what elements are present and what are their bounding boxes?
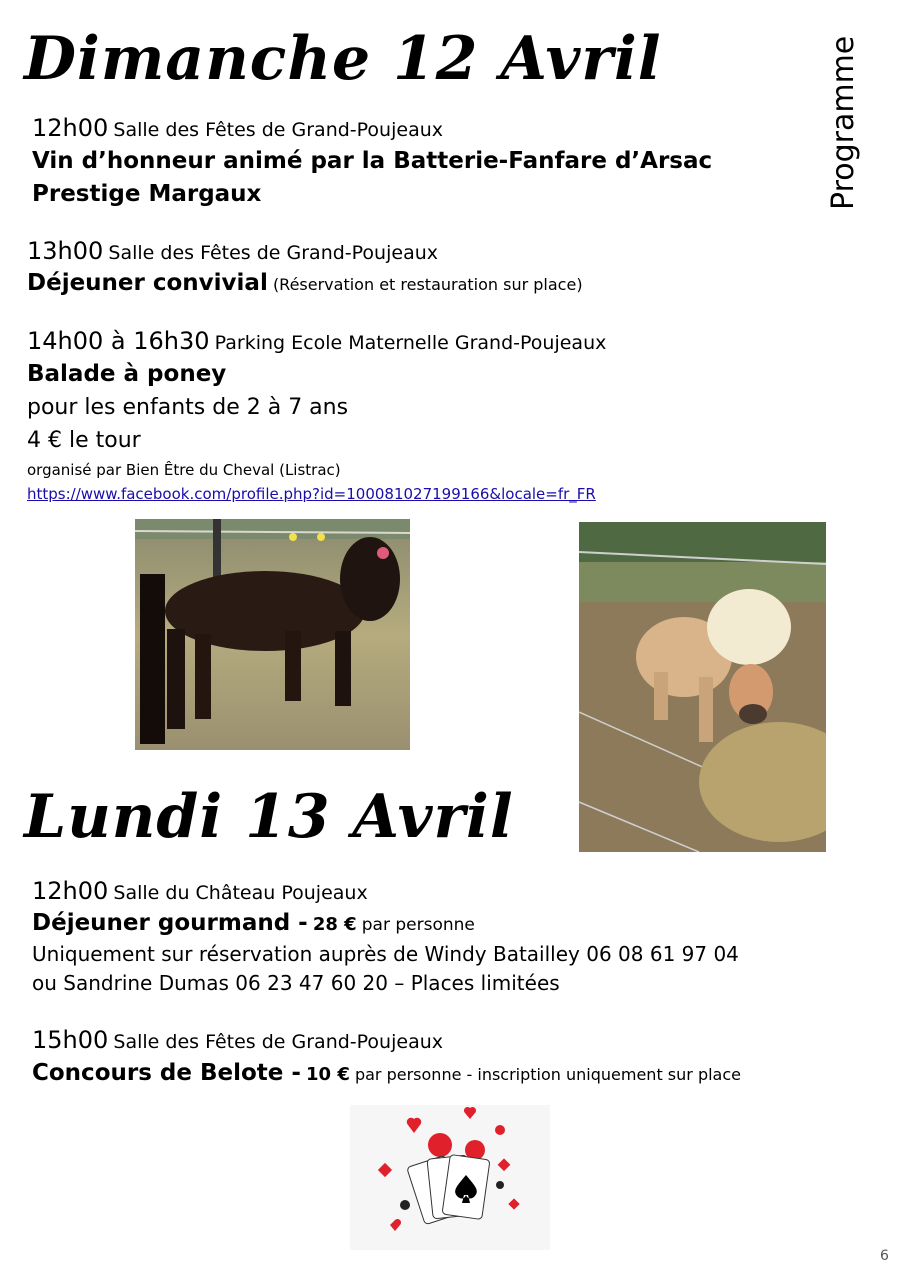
- event-time: 14h00 à 16h30: [27, 327, 210, 355]
- section-label: Programme: [826, 35, 861, 210]
- event-price-suffix: par personne: [361, 915, 475, 935]
- event-place: Salle des Fêtes de Grand-Poujeaux: [113, 1031, 443, 1053]
- event-organizer: organisé par Bien Être du Cheval (Listrac): [27, 461, 341, 479]
- day-heading-sunday: Dimanche 12 Avril: [24, 24, 662, 94]
- event-title-row: [32, 910, 475, 936]
- dark-pony-illustration: [135, 519, 410, 750]
- event-title-row: [32, 1060, 741, 1086]
- event-detail-cont: ou Sandrine Dumas 06 23 47 60 20 – Places limitées: [32, 971, 560, 995]
- event-price: 28 €: [312, 914, 357, 935]
- event-time: 13h00: [27, 237, 104, 265]
- event-title-cont: Prestige Margaux: [32, 181, 262, 207]
- event-price-suffix: par personne - inscription uniquement sur place: [354, 1065, 741, 1084]
- event-title: Vin d’honneur animé par la Batterie-Fanfare d’Arsac: [32, 148, 713, 174]
- event-price: 10 €: [306, 1064, 350, 1085]
- day-heading-monday: Lundi 13 Avril: [24, 782, 514, 852]
- event-title: Déjeuner convivial: [27, 270, 268, 296]
- event-title: Balade à poney: [27, 361, 227, 387]
- event-note: (Réservation et restauration sur place): [272, 275, 583, 294]
- event-title: Déjeuner gourmand -: [32, 910, 308, 936]
- event-time-place: [32, 1026, 443, 1054]
- event-time-place: [27, 327, 606, 355]
- event-time: 12h00: [32, 877, 109, 905]
- event-detail: pour les enfants de 2 à 7 ans: [27, 395, 349, 420]
- event-place: Parking Ecole Maternelle Grand-Poujeaux: [214, 332, 607, 354]
- dark-pony-photo: [135, 519, 410, 750]
- blonde-pony-illustration: [579, 522, 826, 852]
- event-title-row: [27, 270, 583, 296]
- event-price: 4 € le tour: [27, 428, 141, 453]
- facebook-link[interactable]: https://www.facebook.com/profile.php?id=100081027199166&locale=fr_FR: [27, 485, 596, 503]
- event-place: Salle des Fêtes de Grand-Poujeaux: [113, 119, 443, 141]
- event-time-place: [27, 237, 438, 265]
- event-time-place: [32, 877, 368, 905]
- event-place: Salle du Château Poujeaux: [113, 882, 368, 904]
- event-title: Concours de Belote -: [32, 1060, 301, 1086]
- event-time: 15h00: [32, 1026, 109, 1054]
- event-time-place: [32, 114, 443, 142]
- playing-cards-illustration: [350, 1105, 550, 1250]
- cards-illustration: [350, 1105, 550, 1250]
- event-detail: Uniquement sur réservation auprès de Windy Batailley 06 08 61 97 04: [32, 942, 739, 966]
- event-time: 12h00: [32, 114, 109, 142]
- blonde-pony-photo: [579, 522, 826, 852]
- event-place: Salle des Fêtes de Grand-Poujeaux: [108, 242, 438, 264]
- page-number: 6: [880, 1248, 889, 1264]
